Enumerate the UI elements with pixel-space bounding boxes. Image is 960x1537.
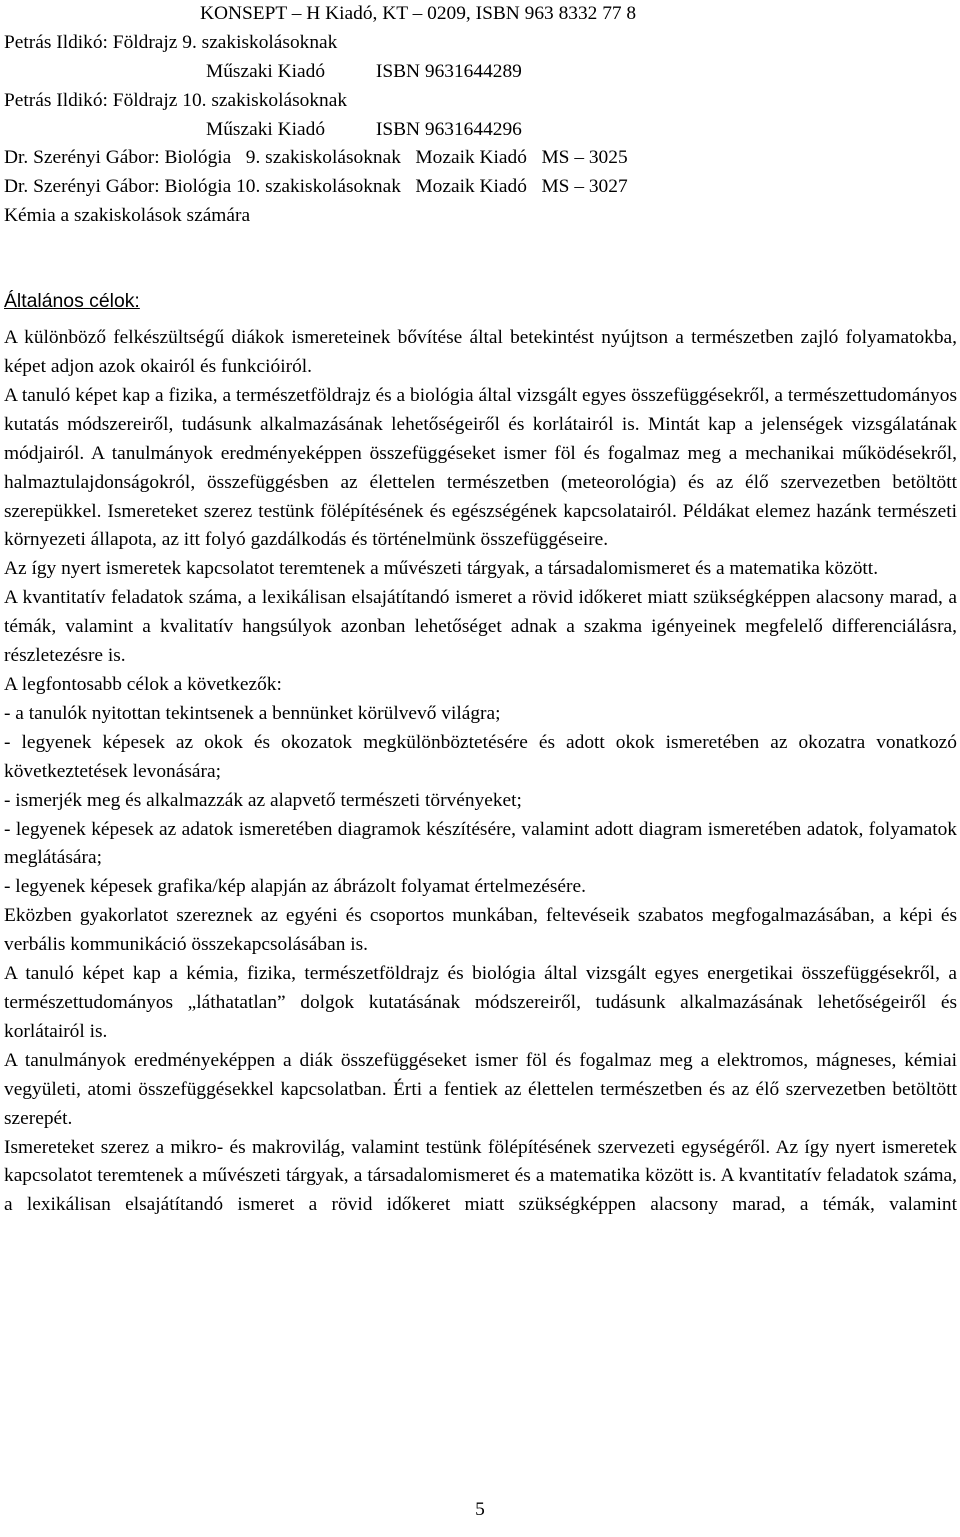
paragraph: Eközben gyakorlatot szereznek az egyéni és csoportos munkában, feltevéseik szabatos megfogalmazásában, a képi és verbális kommunikáció összekapcsolásában is. <box>4 905 957 956</box>
reference-text: Petrás Ildikó: Földrajz 10. szakiskolásoknak <box>4 89 348 111</box>
reference-line-6 <box>4 144 957 173</box>
page-number: 5 <box>475 1499 485 1520</box>
list-item: - a tanulók nyitottan tekintsenek a bennünket körülvevő világra; <box>4 702 501 724</box>
reference-text: Kémia a szakiskolások számára <box>4 205 251 227</box>
list-item: - legyenek képesek grafika/kép alapján az ábrázolt folyamat értelmezésére. <box>4 876 586 898</box>
list-item: - legyenek képesek az adatok ismeretében diagramok készítésére, valamint adott diagram ismeretében adatok, folyamatok meglátására; <box>4 818 957 869</box>
reference-line-7 <box>4 173 957 202</box>
paragraph: Az így nyert ismeretek kapcsolatot teremtenek a művészeti tárgyak, a társadalomismeret és a matematika között. <box>4 558 879 580</box>
reference-line-8 <box>4 202 957 231</box>
paragraph: A különböző felkészültségű diákok ismereteinek bővítése által betekintést nyújtson a természetben zajló folyamatokba, képet adjon azok okairól és funkcióiról. <box>4 327 957 378</box>
reference-line-5 <box>4 116 957 145</box>
reference-text: Petrás Ildikó: Földrajz 9. szakiskolásoknak <box>4 31 338 53</box>
publisher-text: Műszaki Kiadó <box>206 118 326 140</box>
reference-line-1 <box>4 0 957 29</box>
reference-text: Dr. Szerényi Gábor: Biológia 9. szakiskolásoknak Mozaik Kiadó MS – 3025 <box>4 147 628 169</box>
document-page <box>4 0 957 1220</box>
paragraph: Ismereteket szerez a mikro- és makrovilág, valamint testünk fölépítésének szervezeti egységéről. Az így nyert ismeretek kapcsolatot teremtenek a művészeti tárgyak, a társadalomismeret és a matematika között is. A kvantitatív feladatok száma, a lexikálisan elsajátítandó ismeret a rövid időkeret miatt szükségképpen alacsony marad, a témák, valamint <box>4 1136 957 1216</box>
body-text <box>4 324 957 1220</box>
spacer <box>4 231 957 286</box>
isbn-text: ISBN 9631644289 <box>375 60 522 82</box>
publisher-text: Műszaki Kiadó <box>206 60 326 82</box>
reference-line-3 <box>4 58 957 87</box>
reference-text: KONSEPT – H Kiadó, KT – 0209, ISBN 963 8332 77 8 <box>200 3 637 24</box>
list-item: - ismerjék meg és alkalmazzák az alapvető természeti törvényeket; <box>4 789 522 811</box>
paragraph: A kvantitatív feladatok száma, a lexikálisan elsajátítandó ismeret a rövid időkeret miatt szükségképpen alacsony marad, a témák, valamint a kvalitatív hangsúlyok azonban lehetőséget adnak a szakma igényeinek megfelelő differenciálásra, részletezésre is. <box>4 587 957 667</box>
paragraph: A tanuló képet kap a kémia, fizika, természetföldrajz és biológia által vizsgált egyes energetikai összefüggésekről, a természettudományos „láthatatlan” dolgok kutatásának módszereiről, tudásunk alkalmazásának lehetőségeiről és korlátairól is. <box>4 963 957 1042</box>
reference-line-4 <box>4 87 957 116</box>
reference-line-2 <box>4 29 957 58</box>
paragraph: A tanuló képet kap a fizika, a természetföldrajz és a biológia által vizsgált egyes összefüggésekről, a természettudományos kutatás módszereiről, tudásunk alkalmazásának lehetőségeiről és korlátairól is. Mintát kap a jelenségek vizsgálatának módjairól. A tanulmányok eredményeképpen összefüggéseket ismer föl és fogalmaz meg a mechanikai működésekről, halmaztulajdonságokról, összefüggésben az élettelen természetben (meteorológia) és az élő szervezetben betöltött szerepükkel. Ismereteket szerez testünk fölépítésének és egészségének kapcsolatairól. Példákat elemez hazánk természeti környezeti állapota, az itt folyó gazdálkodás és történelmünk összefüggéseire. <box>4 384 957 551</box>
paragraph: A tanulmányok eredményeképpen a diák összefüggéseket ismer föl és fogalmaz meg a elektromos, mágneses, kémiai vegyületi, atomi összefüggésekkel kapcsolatban. Érti a fentiek az élettelen természetben és az élő szervezetben betöltött szerepét. <box>4 1049 957 1129</box>
section-heading: Általános célok: <box>4 290 140 313</box>
reference-text: Dr. Szerényi Gábor: Biológia 10. szakiskolásoknak Mozaik Kiadó MS – 3027 <box>4 176 628 198</box>
list-item: - legyenek képesek az okok és okozatok megkülönböztetésére és adott okok ismeretében az okozatra vonatkozó következtetések levonására; <box>4 731 957 782</box>
isbn-text: ISBN 9631644296 <box>375 118 522 140</box>
paragraph: A legfontosabb célok a következők: <box>4 674 282 695</box>
